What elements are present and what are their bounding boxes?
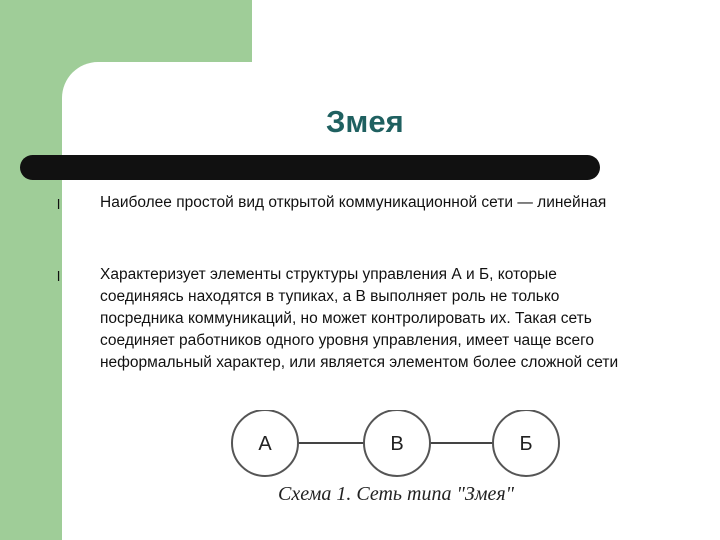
diagram-caption: Схема 1. Сеть типа "Змея": [278, 483, 515, 505]
slide-title: Змея: [326, 104, 404, 139]
bullet-marker-2: l: [57, 268, 61, 284]
bullet-text-1: Наиболее простой вид открытой коммуникационной сети — линейная: [100, 194, 607, 211]
bullet-text-2: Характеризует элементы структуры управления А и Б, которые соединяясь находятся в тупиках, а В выполняет роль не только посредника коммуникаций, но может контролировать их. Такая сеть соединяет работников одного уровня управления, имеет чаще всего неформальный характер, или является элементом более сложной сети: [100, 266, 619, 371]
bullet-marker-1: l: [57, 196, 61, 212]
node-v-label: В: [390, 433, 404, 455]
node-b-label: Б: [519, 433, 533, 455]
node-a-label: А: [258, 433, 272, 455]
snake-network-diagram: [210, 410, 570, 510]
title-divider-bar: [20, 155, 600, 180]
